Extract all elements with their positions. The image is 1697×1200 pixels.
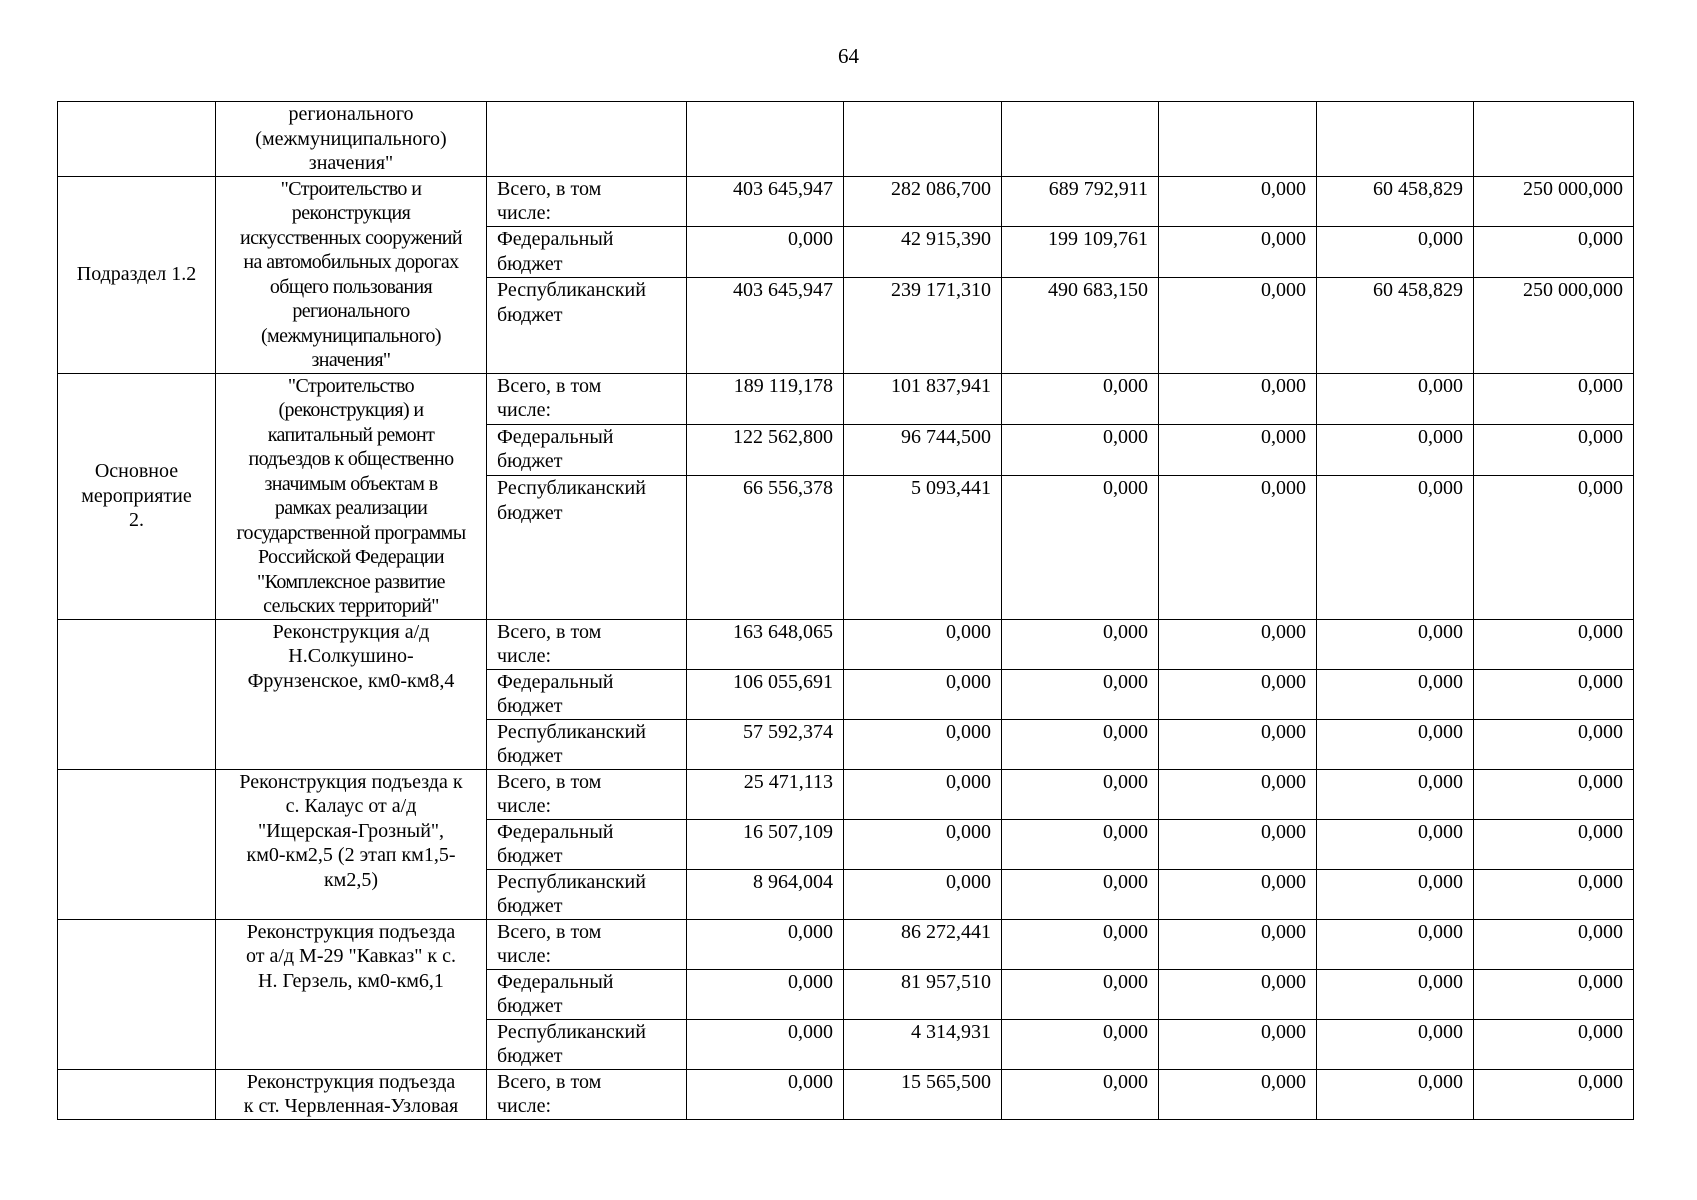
text-line: рамках реализации (274, 497, 428, 519)
amount-cell: 0,000 (687, 969, 844, 1019)
amount-cell: 0,000 (844, 869, 1002, 919)
table-row (58, 619, 1634, 669)
amount-cell: 0,000 (1159, 424, 1317, 475)
budget-table (57, 101, 1634, 1120)
amount-cell (1317, 102, 1474, 177)
amount-cell: 0,000 (1002, 919, 1159, 969)
amount-cell: 199 109,761 (1002, 227, 1159, 278)
amount-cell: 0,000 (1474, 1069, 1634, 1119)
text-line: числе: (497, 945, 552, 967)
amount-cell: 5 093,441 (844, 476, 1002, 620)
text-line: значения" (308, 152, 394, 174)
amount-cell: 403 645,947 (687, 176, 844, 227)
funding-source-cell (487, 373, 687, 424)
text-line: Реконструкция а/д (272, 620, 430, 643)
text-line: Всего, в том (497, 620, 602, 643)
amount-cell: 16 507,109 (687, 819, 844, 869)
amount-cell: 0,000 (844, 819, 1002, 869)
amount-cell: 0,000 (687, 1069, 844, 1119)
amount-cell: 42 915,390 (844, 227, 1002, 278)
amount-cell: 0,000 (1317, 373, 1474, 424)
amount-cell: 81 957,510 (844, 969, 1002, 1019)
amount-cell (1159, 102, 1317, 177)
section-cell (58, 1069, 216, 1119)
text-line: Федеральный (497, 820, 614, 843)
amount-cell: 0,000 (1002, 1069, 1159, 1119)
amount-cell: 189 119,178 (687, 373, 844, 424)
amount-cell (687, 102, 844, 177)
amount-cell: 0,000 (1159, 619, 1317, 669)
text-line: Федеральный (497, 228, 614, 251)
text-line: регионального (292, 300, 410, 322)
amount-cell: 0,000 (1317, 227, 1474, 278)
amount-cell: 60 458,829 (1317, 176, 1474, 227)
amount-cell: 0,000 (1317, 869, 1474, 919)
text-line: значения" (311, 349, 391, 371)
amount-cell: 0,000 (1002, 373, 1159, 424)
funding-source-cell (487, 176, 687, 227)
amount-cell: 0,000 (1159, 869, 1317, 919)
amount-cell: 0,000 (1159, 819, 1317, 869)
amount-cell: 0,000 (1002, 669, 1159, 719)
amount-cell: 0,000 (1159, 969, 1317, 1019)
measure-name-cell (216, 176, 487, 373)
table-row (58, 919, 1634, 969)
amount-cell: 0,000 (1159, 669, 1317, 719)
text-line: бюджет (497, 695, 563, 717)
text-line: Федеральный (497, 425, 614, 448)
text-line: Н. Герзель, км0-км6,1 (258, 969, 444, 992)
text-line: (межмуниципального) (260, 324, 441, 347)
text-line: бюджет (497, 745, 563, 767)
text-line: капитальный ремонт (267, 423, 435, 446)
amount-cell: 0,000 (844, 619, 1002, 669)
text-line: реконструкция (291, 202, 411, 224)
text-line: км0-км2,5 (2 этап км1,5- (246, 844, 456, 866)
measure-name-cell (216, 769, 487, 919)
amount-cell: 0,000 (1159, 176, 1317, 227)
text-line: Республиканский (497, 720, 646, 743)
amount-cell: 25 471,113 (687, 769, 844, 819)
amount-cell: 0,000 (1002, 1019, 1159, 1069)
amount-cell: 86 272,441 (844, 919, 1002, 969)
funding-source-cell (487, 869, 687, 919)
text-line: числе: (497, 795, 552, 817)
section-cell (58, 102, 216, 177)
amount-cell: 0,000 (1159, 919, 1317, 969)
amount-cell: 0,000 (1474, 619, 1634, 669)
measure-name-cell (216, 619, 487, 769)
text-line: числе: (497, 645, 552, 667)
text-line: Республиканский (497, 477, 646, 499)
funding-source-cell (487, 102, 687, 177)
text-line: общего пользования (269, 275, 433, 298)
funding-source-cell (487, 919, 687, 969)
text-line: Республиканский (497, 1020, 646, 1043)
amount-cell: 0,000 (687, 1019, 844, 1069)
amount-cell: 0,000 (1317, 919, 1474, 969)
text-line: с. Калаус от а/д (285, 795, 417, 817)
amount-cell: 0,000 (1474, 919, 1634, 969)
funding-source-cell (487, 1069, 687, 1119)
amount-cell: 250 000,000 (1474, 278, 1634, 373)
text-line: Федеральный (497, 970, 614, 993)
measure-name-cell (216, 102, 487, 177)
amount-cell: 15 565,500 (844, 1069, 1002, 1119)
section-cell (58, 373, 216, 619)
section-cell (58, 769, 216, 919)
text-line: искусственных сооружений (239, 226, 463, 249)
text-line: Республиканский (497, 279, 646, 302)
amount-cell: 163 648,065 (687, 619, 844, 669)
text-line: Всего, в том (497, 770, 602, 793)
amount-cell: 0,000 (687, 919, 844, 969)
amount-cell: 0,000 (1159, 227, 1317, 278)
amount-cell: 57 592,374 (687, 719, 844, 769)
text-line: бюджет (497, 1045, 563, 1067)
amount-cell: 0,000 (1317, 1019, 1474, 1069)
table-row (58, 176, 1634, 227)
text-line: числе: (497, 202, 552, 224)
text-line: Н.Солкушино- (288, 645, 414, 667)
text-line: к ст. Червленная-Узловая (243, 1095, 459, 1117)
text-line: значимым объектам в (264, 472, 438, 495)
amount-cell: 0,000 (1474, 1019, 1634, 1069)
amount-cell: 0,000 (1317, 619, 1474, 669)
text-line: числе: (497, 399, 552, 421)
text-line: бюджет (497, 303, 563, 326)
amount-cell: 0,000 (1002, 719, 1159, 769)
text-line: "Комплексное развитие (257, 570, 445, 593)
text-line: "Ищерская-Грозный", (257, 819, 445, 842)
amount-cell: 0,000 (1474, 424, 1634, 475)
text-line: Всего, в том (497, 920, 602, 943)
text-line: сельских территорий" (263, 595, 439, 617)
amount-cell: 0,000 (1002, 424, 1159, 475)
amount-cell: 0,000 (1474, 476, 1634, 620)
funding-source-cell (487, 278, 687, 373)
amount-cell: 0,000 (1159, 476, 1317, 620)
amount-cell: 66 556,378 (687, 476, 844, 620)
amount-cell: 0,000 (1474, 869, 1634, 919)
measure-name-cell (216, 919, 487, 1069)
table-row (58, 102, 1634, 177)
text-line: Всего, в том (497, 1070, 602, 1093)
amount-cell (1474, 102, 1634, 177)
amount-cell: 8 964,004 (687, 869, 844, 919)
measure-name-cell (216, 373, 487, 619)
amount-cell: 0,000 (1159, 1019, 1317, 1069)
text-line: Республиканский (497, 870, 646, 893)
amount-cell: 0,000 (1474, 227, 1634, 278)
text-line: бюджет (497, 450, 563, 473)
amount-cell: 0,000 (844, 669, 1002, 719)
amount-cell: 403 645,947 (687, 278, 844, 373)
amount-cell: 0,000 (1159, 1069, 1317, 1119)
text-line: Реконструкция подъезда к (239, 770, 463, 793)
text-line: подъездов к общественно (248, 448, 454, 470)
amount-cell: 0,000 (1159, 278, 1317, 373)
text-line: Реконструкция подъезда (246, 920, 456, 943)
amount-cell: 0,000 (1474, 719, 1634, 769)
amount-cell: 0,000 (1317, 476, 1474, 620)
text-line: бюджет (497, 845, 563, 867)
amount-cell: 0,000 (1317, 424, 1474, 475)
section-cell (58, 619, 216, 769)
table-row (58, 1069, 1634, 1119)
amount-cell: 0,000 (1002, 619, 1159, 669)
amount-cell: 4 314,931 (844, 1019, 1002, 1069)
amount-cell: 0,000 (1317, 769, 1474, 819)
amount-cell: 490 683,150 (1002, 278, 1159, 373)
funding-source-cell (487, 619, 687, 669)
text-line: Реконструкция подъезда (246, 1070, 456, 1093)
funding-source-cell (487, 669, 687, 719)
text-line: бюджет (497, 252, 563, 275)
amount-cell: 0,000 (1317, 969, 1474, 1019)
table-row (58, 373, 1634, 424)
amount-cell (844, 102, 1002, 177)
amount-cell: 0,000 (1474, 819, 1634, 869)
text-line: 2. (129, 509, 144, 532)
amount-cell: 0,000 (1159, 719, 1317, 769)
funding-source-cell (487, 819, 687, 869)
text-line: Всего, в том (497, 374, 602, 397)
section-cell: Подраздел 1.2 (58, 176, 216, 373)
amount-cell: 0,000 (1474, 669, 1634, 719)
amount-cell: 0,000 (1002, 969, 1159, 1019)
text-line: на автомобильных дорогах (243, 251, 459, 273)
text-line: (реконструкция) и (278, 399, 424, 421)
text-line: числе: (497, 1095, 552, 1117)
text-line: "Строительство (287, 374, 415, 397)
section-cell (58, 919, 216, 1069)
amount-cell: 0,000 (844, 769, 1002, 819)
amount-cell: 0,000 (1002, 769, 1159, 819)
text-line: (межмуниципального) (255, 127, 447, 150)
amount-cell (1002, 102, 1159, 177)
amount-cell: 0,000 (1317, 1069, 1474, 1119)
amount-cell: 96 744,500 (844, 424, 1002, 475)
amount-cell: 689 792,911 (1002, 176, 1159, 227)
text-line: регионального (288, 103, 414, 125)
amount-cell: 0,000 (1474, 969, 1634, 1019)
text-line: бюджет (497, 895, 563, 917)
text-line: км2,5) (323, 868, 379, 891)
page-number: 64 (838, 44, 859, 68)
text-line: бюджет (497, 995, 563, 1017)
table-row (58, 769, 1634, 819)
amount-cell: 106 055,691 (687, 669, 844, 719)
text-line: Российской Федерации (257, 546, 445, 568)
text-line: бюджет (497, 501, 563, 524)
funding-source-cell (487, 424, 687, 475)
text-line: Основное (94, 460, 179, 483)
amount-cell: 0,000 (1159, 373, 1317, 424)
amount-cell: 0,000 (1474, 373, 1634, 424)
amount-cell: 122 562,800 (687, 424, 844, 475)
amount-cell: 0,000 (1002, 476, 1159, 620)
text-line: Фрунзенское, км0-км8,4 (247, 669, 455, 692)
amount-cell: 0,000 (1002, 819, 1159, 869)
amount-cell: 0,000 (844, 719, 1002, 769)
text-line: государственной программы (236, 521, 466, 544)
amount-cell: 0,000 (1317, 819, 1474, 869)
amount-cell: 0,000 (687, 227, 844, 278)
funding-source-cell (487, 1019, 687, 1069)
funding-source-cell (487, 227, 687, 278)
text-line: мероприятие (81, 484, 192, 507)
text-line: Федеральный (497, 670, 614, 693)
measure-name-cell (216, 1069, 487, 1119)
amount-cell: 0,000 (1317, 669, 1474, 719)
funding-source-cell (487, 769, 687, 819)
amount-cell: 0,000 (1317, 719, 1474, 769)
text-line: Всего, в том (497, 177, 602, 200)
amount-cell: 0,000 (1002, 869, 1159, 919)
text-line: "Строительство и (280, 177, 422, 200)
amount-cell: 239 171,310 (844, 278, 1002, 373)
amount-cell: 282 086,700 (844, 176, 1002, 227)
funding-source-cell (487, 476, 687, 620)
text-line: от а/д М-29 "Кавказ" к с. (245, 945, 457, 967)
funding-source-cell (487, 969, 687, 1019)
amount-cell: 0,000 (1159, 769, 1317, 819)
amount-cell: 0,000 (1474, 769, 1634, 819)
amount-cell: 101 837,941 (844, 373, 1002, 424)
amount-cell: 250 000,000 (1474, 176, 1634, 227)
funding-source-cell (487, 719, 687, 769)
amount-cell: 60 458,829 (1317, 278, 1474, 373)
